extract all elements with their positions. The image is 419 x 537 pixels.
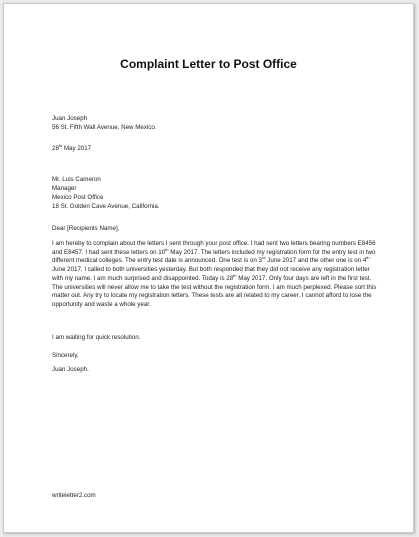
sender-name: Juan Joseph bbox=[52, 115, 88, 122]
footer-website: writeletter2.com bbox=[52, 492, 96, 499]
recipient-name: Mr. Luis Cameron bbox=[52, 176, 101, 183]
sender-address: 56 St. Fifth Wall Avenue, New Mexico. bbox=[52, 124, 157, 131]
closing-line: I am waiting for quick resolution. bbox=[52, 334, 141, 341]
recipient-title: Manager bbox=[52, 185, 77, 192]
recipient-address: 18 St. Golden Cave Avenue, California. bbox=[52, 203, 160, 210]
recipient-org: Mexico Post Office bbox=[52, 194, 104, 201]
letter-date: 28th May 2017 bbox=[52, 142, 92, 152]
signoff: Sincerely, bbox=[52, 352, 79, 359]
page-title: Complaint Letter to Post Office bbox=[120, 57, 297, 71]
letter-page bbox=[3, 3, 414, 533]
salutation: Dear [Recipients Name], bbox=[52, 225, 120, 232]
body-paragraph: I am hereby to complain about the letters I sent through your post office. I had sent two letters bearing numbers E8456 and E8457. I had sent these letters on 10th May 2017. The letters included my registration form for the entry test in two different medical colleges. The entry test date is announced. One test is on 3rd June 2017 and the other one is on 4th June 2017. I called to both universities yesterday. But both responded that they did not receive any registration letter with my name. I am much surprised and disappointed. Today is 28th May 2017. Only four days are left in the first test. The universities will never allow me to take the test without the registration form. I am much perplexed. Please sort this matter out. Any try to locate my registration letters. These tests are all related to my career. I cannot afford to lose the opportunity and waste a whole year. bbox=[52, 240, 377, 308]
signature: Juan Joseph. bbox=[52, 366, 89, 373]
